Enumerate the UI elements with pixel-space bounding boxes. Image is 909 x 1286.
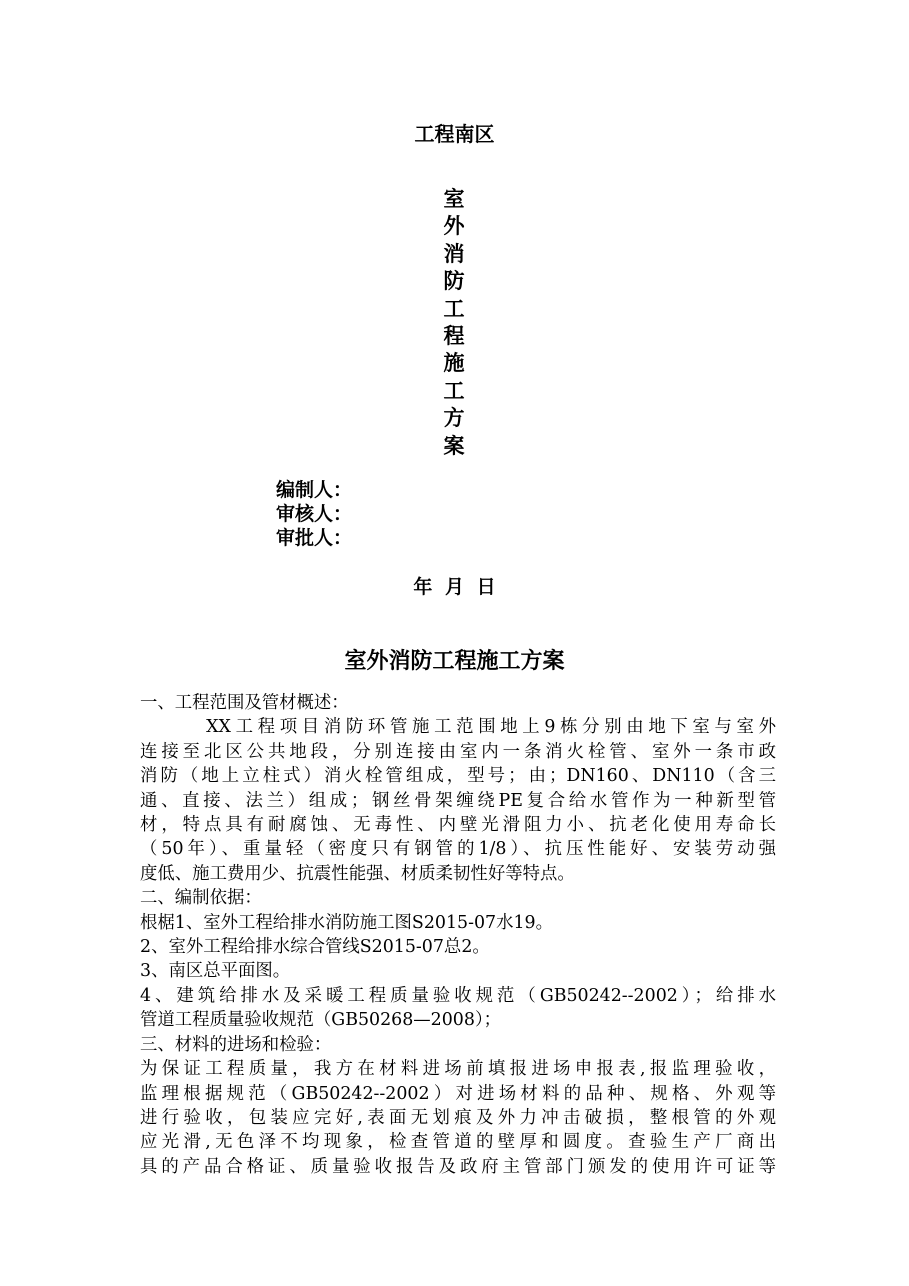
approver-label: 审批人： [276, 527, 353, 549]
paragraph-line: 进行验收，包装应完好,表面无划痕及外力冲击破损，整根管的外观 [140, 1107, 776, 1128]
paragraph-line: 材，特点具有耐腐蚀、无毒性、内壁光滑阻力小、抗老化使用寿命长 [140, 815, 776, 836]
vertical-title-char: 外 [443, 214, 465, 239]
section-heading: 一、工程范围及管材概述： [140, 693, 349, 713]
cover-title: 工程南区 [414, 122, 495, 146]
paragraph-line: 监理根据规范（GB50242--2002）对进场材料的品种、规格、外观等 [140, 1083, 776, 1104]
date-line: 年 月 日 [413, 576, 496, 598]
document-body [140, 691, 776, 1179]
vertical-title-char: 防 [443, 269, 465, 294]
compiler-label: 编制人： [276, 479, 353, 501]
vertical-title-char: 方 [443, 406, 465, 431]
vertical-title-char: 消 [443, 241, 465, 266]
paragraph-line: 为保证工程质量，我方在材料进场前填报进场申报表,报监理验收， [140, 1059, 776, 1080]
paragraph-line: 度低、施工费用少、抗震性能强、材质柔韧性好等特点。 [140, 863, 575, 884]
paragraph-line: 根椐1、室外工程给排水消防施工图S2015-07水19。 [140, 912, 554, 933]
paragraph-line: 具的产品合格证、质量验收报告及政府主管部门颁发的使用许可证等 [140, 1156, 776, 1177]
paragraph-line: 应光滑,无色泽不均现象，检查管道的壁厚和圆度。查验生产厂商出 [140, 1132, 776, 1153]
paragraph-line: 连接至北区公共地段，分别连接由室内一条消火栓管、室外一条市政 [140, 741, 776, 762]
paragraph-line: 消防（地上立柱式）消火栓管组成，型号；由；DN160、DN110（含三 [140, 766, 776, 787]
vertical-title-char: 程 [443, 324, 465, 349]
paragraph-line: 管道工程质量验收规范（GB50268—2008）； [140, 1010, 502, 1031]
vertical-title-char: 工 [443, 296, 465, 321]
vertical-title-char: 案 [443, 433, 465, 458]
section-heading: 三、材料的进场和检验： [140, 1034, 332, 1055]
paragraph-line: 通、直接、法兰）组成；钢丝骨架缠绕PE复合给水管作为一种新型管 [140, 790, 776, 811]
reviewer-label: 审核人： [276, 503, 353, 525]
paragraph-line: XX工程项目消防环管施工范围地上9栋分别由地下室与室外 [140, 717, 776, 738]
paragraph-line: （50年）、重量轻（密度只有钢管的1/8）、抗压性能好、安装劳动强 [140, 839, 776, 860]
section-heading: 二、编制依据： [140, 888, 262, 909]
vertical-title-char: 室 [443, 187, 465, 211]
vertical-title-char: 工 [443, 378, 465, 403]
vertical-title-char: 施 [443, 351, 465, 376]
paragraph-line: 3、南区总平面图。 [140, 961, 291, 982]
paragraph-line: 2、室外工程给排水综合管线S2015-07总2。 [140, 937, 490, 958]
cover-vertical-title [438, 186, 470, 460]
paragraph-line: 4、建筑给排水及采暖工程质量验收规范（GB50242--2002）；给排水 [140, 985, 776, 1006]
document-title: 室外消防工程施工方案 [344, 649, 565, 674]
